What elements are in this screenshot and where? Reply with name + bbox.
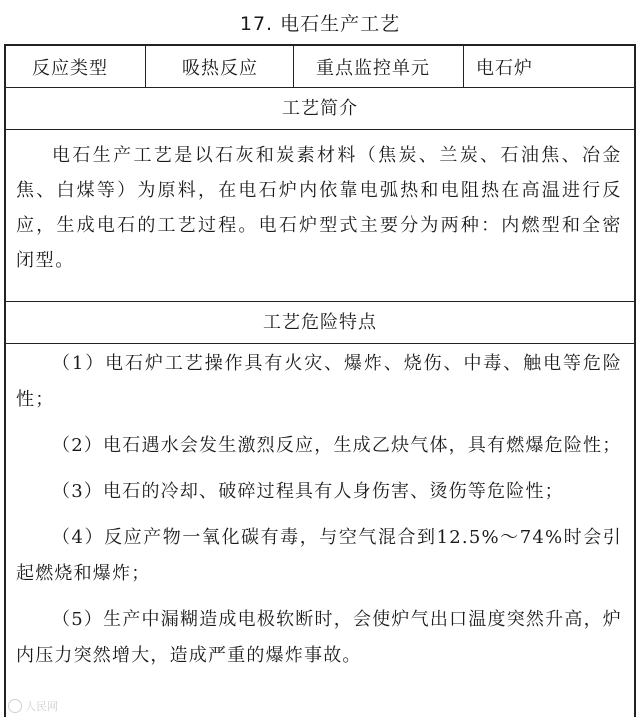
watermark-logo-icon bbox=[8, 699, 22, 713]
intro-paragraph: 电石生产工艺是以石灰和炭素材料（焦炭、兰炭、石油焦、冶金焦、白煤等）为原料，在电石炉内依靠电弧热和电阻热在高温进行反应，生成电石的工艺过程。电石炉型式主要分为两种：内燃型和全密闭型。 bbox=[16, 145, 622, 271]
hazard-heading: 工艺危险特点 bbox=[6, 302, 634, 344]
watermark-text: 人民网 bbox=[25, 700, 58, 713]
reaction-type-label: 反应类型 bbox=[6, 46, 146, 87]
hazard-item-4: （4）反应产物一氧化碳有毒，与空气混合到12.5%～74%时会引起燃烧和爆炸； bbox=[16, 527, 622, 584]
hazard-item-3: （3）电石的冷却、破碎过程具有人身伤害、烫伤等危险性； bbox=[52, 481, 564, 502]
key-unit-label: 重点监控单元 bbox=[294, 46, 464, 87]
intro-section bbox=[6, 130, 634, 302]
process-table bbox=[4, 44, 636, 717]
hazard-item-5: （5）生产中漏糊造成电极软断时，会使炉气出口温度突然升高，炉内压力突然增大，造成严重的爆炸事故。 bbox=[16, 609, 622, 666]
hazard-item-2: （2）电石遇水会发生激烈反应，生成乙炔气体，具有燃爆危险性； bbox=[52, 435, 622, 456]
reaction-type-value: 吸热反应 bbox=[146, 46, 294, 87]
watermark bbox=[8, 698, 58, 714]
document-title: 17. 电石生产工艺 bbox=[239, 13, 401, 35]
key-unit-value: 电石炉 bbox=[476, 57, 533, 79]
intro-heading: 工艺简介 bbox=[6, 88, 634, 130]
hazard-item-1: （1）电石炉工艺操作具有火灾、爆炸、烧伤、中毒、触电等危险性； bbox=[16, 353, 622, 410]
hazard-section bbox=[6, 344, 634, 719]
reaction-type-row bbox=[6, 46, 634, 88]
